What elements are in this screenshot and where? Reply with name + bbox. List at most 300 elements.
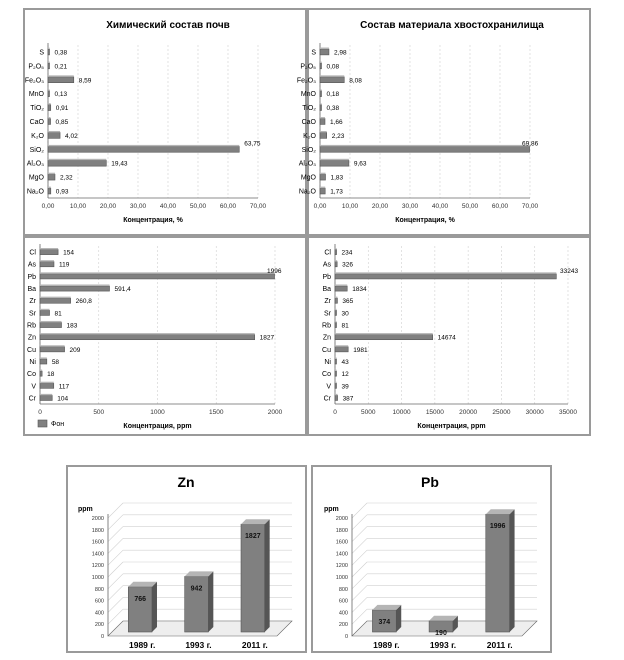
bar-top-face bbox=[48, 145, 239, 147]
tick-label: 70,00 bbox=[521, 203, 539, 210]
bar-soil_ppm bbox=[40, 383, 54, 388]
value-label: 9,63 bbox=[353, 160, 367, 168]
bar-top-face bbox=[320, 89, 322, 91]
bar-soil_ppm bbox=[40, 371, 42, 376]
legend-swatch bbox=[38, 420, 47, 427]
bar-top-face bbox=[40, 345, 65, 347]
chart-tailings_ppm bbox=[322, 244, 578, 430]
tick-label: 10000 bbox=[392, 409, 411, 416]
bar-zn bbox=[241, 524, 265, 632]
category-label: As bbox=[322, 261, 331, 269]
tick-label: 400 bbox=[338, 610, 348, 617]
category-label: Zr bbox=[324, 298, 331, 306]
tick-label: 1600 bbox=[91, 539, 104, 546]
bar-top-face bbox=[40, 309, 50, 311]
value-label: 1,83 bbox=[330, 174, 344, 182]
bar-soil_ppm bbox=[40, 250, 58, 255]
category-label: K₂O bbox=[303, 132, 316, 140]
bar-side-face bbox=[152, 582, 157, 632]
bar-soil bbox=[48, 119, 51, 125]
category-label: Ba bbox=[27, 286, 36, 294]
bar-top-face bbox=[335, 382, 337, 384]
tick-label: 1400 bbox=[91, 551, 104, 558]
gridline-depth bbox=[108, 597, 123, 612]
bar-tailings_ppm bbox=[335, 322, 337, 327]
value-label: 19,43 bbox=[111, 160, 128, 168]
bar-top-face bbox=[48, 61, 50, 63]
tick-label: 30000 bbox=[525, 409, 544, 416]
y-axis-label: ppm bbox=[324, 506, 339, 513]
bar-top-face bbox=[48, 75, 74, 77]
value-label: 104 bbox=[57, 395, 69, 403]
bar-top-face bbox=[185, 571, 214, 576]
tick-label: 200 bbox=[338, 622, 348, 629]
bar-top-face bbox=[320, 48, 329, 50]
bar-top-face bbox=[335, 297, 337, 299]
tick-label: 0 bbox=[100, 634, 104, 640]
tick-label: 30,00 bbox=[129, 203, 147, 210]
value-label: 183 bbox=[66, 322, 78, 330]
value-label: 30 bbox=[341, 310, 349, 318]
gridline-depth bbox=[352, 538, 367, 553]
gridline-depth bbox=[108, 562, 123, 577]
value-label: 234 bbox=[341, 249, 353, 257]
bar-side-face bbox=[208, 571, 213, 632]
category-label: MnO bbox=[28, 91, 44, 99]
category-label: S bbox=[39, 49, 44, 57]
category-label: Rb bbox=[27, 322, 36, 330]
tick-label: 15000 bbox=[425, 409, 444, 416]
bar-tailings bbox=[320, 91, 322, 97]
value-label: 8,59 bbox=[78, 77, 92, 85]
category-label: 2011 г. bbox=[241, 640, 268, 650]
chart-tailings bbox=[297, 20, 544, 224]
chart-pb bbox=[324, 474, 537, 650]
value-label: 2,23 bbox=[331, 132, 345, 140]
bar-top-face bbox=[48, 89, 50, 91]
bar-tailings bbox=[320, 174, 325, 180]
tick-label: 600 bbox=[338, 598, 348, 605]
chart-title: Химический состав почв bbox=[106, 20, 230, 31]
bar-tailings_ppm bbox=[335, 310, 337, 315]
bar-soil bbox=[48, 105, 51, 111]
bar-tailings bbox=[320, 63, 322, 69]
category-label: Zr bbox=[29, 298, 36, 306]
value-label: 1827 bbox=[245, 533, 261, 541]
tick-label: 0 bbox=[38, 409, 42, 416]
bar-top-face bbox=[48, 131, 60, 133]
bar-tailings bbox=[320, 49, 329, 55]
tick-label: 40,00 bbox=[431, 203, 449, 210]
gridline-depth bbox=[352, 515, 367, 530]
gridline-depth bbox=[352, 503, 367, 518]
tick-label: 20,00 bbox=[99, 203, 117, 210]
tick-label: 0 bbox=[333, 409, 337, 416]
bar-tailings_ppm bbox=[335, 286, 347, 291]
tick-label: 400 bbox=[94, 610, 104, 617]
bar-tailings_ppm bbox=[335, 298, 337, 303]
bar-soil_ppm bbox=[40, 347, 65, 352]
value-label: 387 bbox=[342, 395, 354, 403]
gridline-depth bbox=[108, 609, 123, 624]
bar-top-face bbox=[40, 382, 54, 384]
category-label: 1989 г. bbox=[373, 640, 400, 650]
x-axis-label: Концентрация, % bbox=[123, 217, 183, 224]
bar-top-face bbox=[241, 519, 270, 524]
bar-side-face bbox=[510, 509, 515, 632]
value-label: 365 bbox=[342, 298, 354, 306]
category-label: TiO₂ bbox=[30, 105, 44, 113]
category-label: V bbox=[31, 383, 36, 391]
value-label: 33243 bbox=[560, 267, 579, 275]
tick-label: 1500 bbox=[209, 409, 224, 416]
bar-top-face bbox=[335, 309, 337, 311]
category-label: Pb bbox=[322, 273, 331, 281]
value-label: 591,4 bbox=[114, 286, 131, 294]
tick-label: 2000 bbox=[91, 516, 104, 522]
tick-label: 1800 bbox=[91, 527, 104, 534]
gridline-depth bbox=[352, 527, 367, 542]
value-label: 209 bbox=[69, 346, 81, 354]
category-label: 2011 г. bbox=[486, 640, 513, 650]
category-label: V bbox=[326, 383, 331, 391]
gridline-depth bbox=[108, 503, 123, 518]
bar-tailings_ppm bbox=[335, 359, 337, 364]
value-label: 0,13 bbox=[54, 91, 68, 99]
bar-top-face bbox=[429, 616, 458, 621]
tick-label: 50,00 bbox=[189, 203, 207, 210]
bar-top-face bbox=[320, 187, 325, 189]
bar-soil bbox=[48, 77, 74, 83]
bar-top-face bbox=[48, 117, 51, 119]
tick-label: 1600 bbox=[335, 539, 348, 546]
value-label: 1,66 bbox=[329, 119, 343, 126]
gridline-depth bbox=[108, 538, 123, 553]
tick-label: 10,00 bbox=[69, 203, 87, 210]
bar-top-face bbox=[40, 260, 54, 262]
bar-top-face bbox=[48, 187, 51, 189]
bar-top-face bbox=[40, 248, 58, 250]
category-label: Co bbox=[27, 371, 36, 379]
bar-top-face bbox=[320, 117, 325, 119]
gridline-depth bbox=[108, 550, 123, 565]
gridline-depth bbox=[108, 527, 123, 542]
tick-label: 70,00 bbox=[249, 203, 267, 210]
bar-tailings bbox=[320, 132, 327, 138]
tick-label: 30,00 bbox=[401, 203, 419, 210]
bar-top-face bbox=[335, 321, 337, 323]
category-label: Ba bbox=[322, 286, 331, 294]
category-label: SiO₂ bbox=[29, 146, 44, 154]
value-label: 117 bbox=[58, 383, 70, 391]
tick-label: 20000 bbox=[459, 409, 478, 416]
category-label: S bbox=[311, 49, 316, 57]
value-label: 12 bbox=[341, 371, 349, 379]
bar-soil bbox=[48, 91, 50, 97]
bar-tailings bbox=[320, 146, 530, 152]
value-label: 14674 bbox=[437, 334, 456, 342]
category-label: Pb bbox=[27, 273, 36, 281]
category-label: 1993 г. bbox=[185, 640, 212, 650]
value-label: 942 bbox=[190, 585, 203, 593]
category-label: Cl bbox=[29, 249, 36, 257]
gridline-depth bbox=[352, 550, 367, 565]
bar-top-face bbox=[48, 159, 106, 161]
category-label: SiO₂ bbox=[301, 146, 316, 154]
value-label: 374 bbox=[378, 618, 391, 626]
bar-tailings_ppm bbox=[335, 274, 556, 279]
bar-top-face bbox=[48, 173, 55, 175]
tick-label: 40,00 bbox=[159, 203, 177, 210]
category-label: Sr bbox=[324, 310, 331, 318]
value-label: 0,18 bbox=[326, 91, 340, 99]
tick-label: 1000 bbox=[335, 575, 348, 581]
tick-label: 200 bbox=[94, 622, 104, 629]
value-label: 63,75 bbox=[244, 140, 261, 148]
bar-tailings_ppm bbox=[335, 262, 337, 267]
bar-top-face bbox=[320, 173, 325, 175]
bar-top-face bbox=[335, 370, 337, 372]
bar-soil bbox=[48, 146, 239, 152]
value-label: 1,73 bbox=[330, 188, 343, 196]
value-label: 190 bbox=[435, 629, 447, 637]
bar-soil bbox=[48, 63, 50, 69]
value-label: 260,8 bbox=[75, 298, 92, 306]
category-label: Ni bbox=[29, 358, 36, 366]
value-label: 2,98 bbox=[333, 49, 347, 57]
bar-top-face bbox=[40, 297, 71, 299]
bar-top-face bbox=[335, 345, 348, 347]
gridline-depth bbox=[352, 597, 367, 612]
bar-top-face bbox=[40, 321, 62, 323]
category-label: Cl bbox=[324, 249, 331, 257]
category-label: MnO bbox=[300, 91, 316, 99]
tick-label: 1200 bbox=[335, 563, 348, 570]
gridline-depth bbox=[352, 562, 367, 577]
gridline-depth bbox=[108, 574, 123, 589]
bar-top-face bbox=[48, 48, 50, 50]
bar-top-face bbox=[335, 248, 337, 250]
value-label: 18 bbox=[47, 371, 55, 379]
bar-tailings bbox=[320, 160, 349, 166]
bar-soil_ppm bbox=[40, 262, 54, 267]
chart-zn bbox=[78, 474, 292, 650]
value-label: 1996 bbox=[267, 267, 282, 275]
bar-top-face bbox=[320, 75, 344, 77]
x-axis-label: Концентрация, ppm bbox=[123, 423, 192, 430]
bar-soil_ppm bbox=[40, 298, 71, 303]
category-label: K₂O bbox=[31, 132, 44, 140]
bar-top-face bbox=[40, 357, 47, 359]
chart-soil_ppm bbox=[27, 244, 283, 430]
value-label: 1834 bbox=[352, 286, 367, 294]
bar-top-face bbox=[128, 582, 157, 587]
bar-top-face bbox=[320, 145, 530, 147]
value-label: 1827 bbox=[259, 334, 275, 342]
bar-tailings bbox=[320, 188, 325, 194]
bar-top-face bbox=[486, 509, 515, 514]
gridline-depth bbox=[352, 586, 367, 601]
gridline-depth bbox=[108, 515, 123, 530]
category-label: CaO bbox=[301, 119, 316, 126]
tick-label: 60,00 bbox=[219, 203, 237, 210]
value-label: 0,08 bbox=[326, 63, 340, 71]
value-label: 81 bbox=[341, 322, 349, 330]
tick-label: 1800 bbox=[335, 527, 348, 534]
x-axis-label: Концентрация, % bbox=[395, 217, 455, 224]
bar-soil_ppm bbox=[40, 310, 50, 315]
value-label: 766 bbox=[134, 595, 147, 603]
bar-tailings_ppm bbox=[335, 335, 433, 340]
bar-tailings bbox=[320, 105, 322, 111]
category-label: Cr bbox=[28, 395, 36, 403]
value-label: 0,38 bbox=[326, 105, 340, 113]
value-label: 43 bbox=[341, 358, 349, 366]
category-label: MgO bbox=[28, 174, 44, 182]
value-label: 0,85 bbox=[55, 119, 69, 126]
bar-top-face bbox=[40, 370, 42, 372]
tick-label: 1000 bbox=[150, 409, 165, 416]
bar-soil_ppm bbox=[40, 395, 52, 400]
bar-soil_ppm bbox=[40, 359, 47, 364]
tick-label: 1000 bbox=[91, 575, 104, 581]
tick-label: 60,00 bbox=[491, 203, 509, 210]
category-label: MgO bbox=[300, 174, 316, 182]
bar-soil bbox=[48, 188, 51, 194]
value-label: 8,08 bbox=[349, 77, 362, 85]
bar-soil_ppm bbox=[40, 322, 62, 327]
tick-label: 1200 bbox=[91, 563, 104, 570]
chart-soil bbox=[25, 20, 267, 224]
tick-label: 600 bbox=[94, 598, 104, 605]
bar-top-face bbox=[335, 357, 337, 359]
category-label: 1989 г. bbox=[129, 640, 156, 650]
bar-top-face bbox=[335, 333, 433, 335]
chart-title: Pb bbox=[421, 474, 439, 490]
bar-pb bbox=[486, 514, 510, 632]
category-label: Sr bbox=[29, 310, 36, 318]
x-axis-label: Концентрация, ppm bbox=[417, 423, 486, 430]
bar-soil bbox=[48, 49, 50, 55]
tick-label: 800 bbox=[94, 586, 104, 593]
bar-soil bbox=[48, 132, 60, 138]
value-label: 326 bbox=[342, 261, 354, 269]
tick-label: 20,00 bbox=[371, 203, 389, 210]
category-label: Co bbox=[322, 371, 331, 379]
category-label: Na₂O bbox=[298, 188, 316, 196]
tick-label: 0,00 bbox=[41, 203, 55, 210]
category-label: Ni bbox=[324, 358, 331, 366]
value-label: 0,91 bbox=[55, 105, 69, 113]
category-label: Cu bbox=[322, 346, 331, 354]
value-label: 0,93 bbox=[55, 188, 69, 196]
tick-label: 25000 bbox=[492, 409, 511, 416]
category-label: TiO₂ bbox=[302, 105, 316, 113]
category-label: Na₂O bbox=[26, 188, 44, 196]
tick-label: 10,00 bbox=[341, 203, 359, 210]
bar-top-face bbox=[48, 103, 51, 105]
gridline-depth bbox=[352, 574, 367, 589]
category-label: Zn bbox=[322, 334, 331, 342]
legend-label: Фон bbox=[51, 421, 65, 428]
bar-top-face bbox=[320, 159, 349, 161]
tick-label: 0,00 bbox=[313, 203, 327, 210]
value-label: 1981 bbox=[353, 346, 368, 354]
bar-soil_ppm bbox=[40, 335, 255, 340]
tick-label: 2000 bbox=[267, 409, 283, 416]
category-label: P₂O₅ bbox=[28, 63, 44, 71]
bar-tailings_ppm bbox=[335, 383, 337, 388]
bar-soil bbox=[48, 160, 106, 166]
value-label: 4,02 bbox=[65, 132, 78, 140]
value-label: 39 bbox=[341, 383, 349, 391]
bar-tailings_ppm bbox=[335, 371, 337, 376]
gridline-depth bbox=[352, 609, 367, 624]
category-label: P₂O₅ bbox=[300, 63, 316, 71]
bar-top-face bbox=[320, 103, 322, 105]
bar-zn bbox=[128, 587, 152, 632]
category-label: Al₂O₃ bbox=[26, 160, 44, 168]
bar-tailings bbox=[320, 119, 325, 125]
bar-top-face bbox=[335, 284, 347, 286]
bar-tailings_ppm bbox=[335, 395, 338, 400]
tick-label: 5000 bbox=[361, 409, 376, 416]
bar-top-face bbox=[40, 272, 275, 274]
bar-tailings bbox=[320, 77, 344, 83]
bar-soil bbox=[48, 174, 55, 180]
value-label: 0,38 bbox=[54, 49, 68, 57]
bar-soil_ppm bbox=[40, 286, 109, 291]
value-label: 58 bbox=[51, 358, 60, 366]
tick-label: 800 bbox=[338, 586, 348, 593]
bar-top-face bbox=[320, 131, 327, 133]
gridline-depth bbox=[108, 586, 123, 601]
tick-label: 50,00 bbox=[461, 203, 479, 210]
tick-label: 35000 bbox=[558, 409, 578, 416]
bar-top-face bbox=[40, 333, 255, 335]
value-label: 81 bbox=[54, 310, 62, 318]
value-label: 0,21 bbox=[54, 63, 68, 71]
category-label: Zn bbox=[27, 334, 36, 342]
value-label: 69,86 bbox=[522, 140, 539, 148]
value-label: 1996 bbox=[489, 523, 506, 531]
category-label: As bbox=[27, 261, 36, 269]
category-label: 1993 г. bbox=[429, 640, 457, 650]
bar-tailings_ppm bbox=[335, 347, 348, 352]
category-label: Fe₂O₃ bbox=[296, 77, 316, 85]
tick-label: 500 bbox=[93, 409, 105, 416]
bar-top-face bbox=[372, 605, 401, 610]
category-label: Al₂O₃ bbox=[298, 160, 316, 168]
value-label: 154 bbox=[63, 249, 74, 257]
bar-top-face bbox=[335, 394, 338, 396]
bar-top-face bbox=[40, 284, 109, 286]
tick-label: 0 bbox=[344, 634, 348, 640]
bar-tailings_ppm bbox=[335, 250, 337, 255]
tick-label: 1400 bbox=[335, 551, 348, 558]
y-axis-label: ppm bbox=[78, 506, 93, 513]
bar-top-face bbox=[335, 272, 556, 274]
bar-soil_ppm bbox=[40, 274, 275, 279]
bar-top-face bbox=[320, 61, 322, 63]
tick-label: 2000 bbox=[335, 516, 348, 522]
bar-side-face bbox=[265, 519, 270, 632]
chart-title: Состав материала хвостохранилища bbox=[360, 20, 544, 31]
category-label: Cr bbox=[323, 395, 331, 403]
value-label: 2,32 bbox=[59, 174, 73, 182]
bar-top-face bbox=[40, 394, 52, 396]
chart-title: Zn bbox=[177, 474, 195, 490]
